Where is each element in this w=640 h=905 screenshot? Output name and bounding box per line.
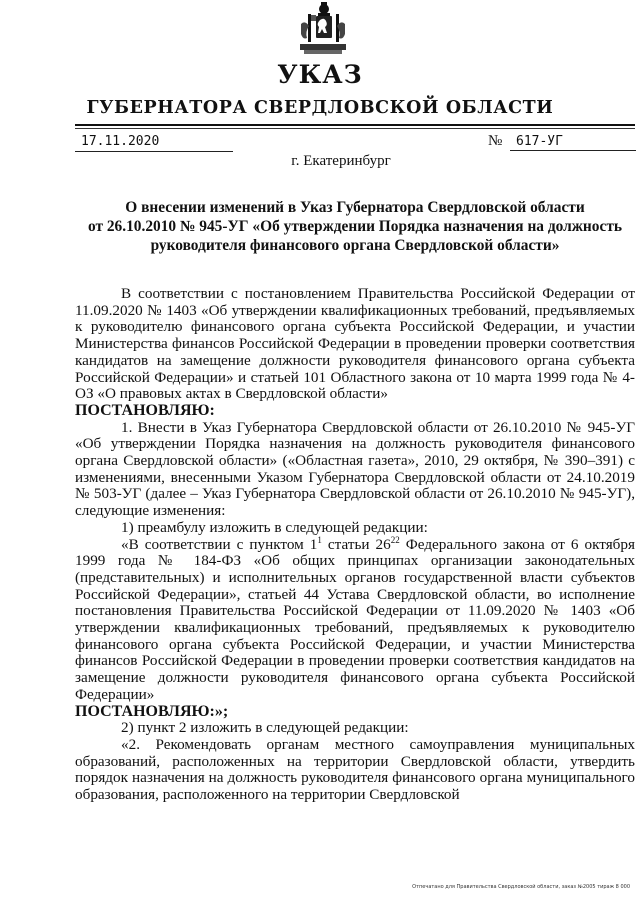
superscript-1: 1 bbox=[317, 534, 322, 545]
subitem-1-paragraph: 1) преамбулу изложить в следующей редакции: bbox=[121, 518, 428, 536]
quote1-part-c: Федерального закона от 6 октября 1999 года № 184-ФЗ «Об общих принципах организации законодательных (представительных) и исполнительных органов государственной власти субъектов Российской Федерации», статьей 44 Устава Свердловской области, во исполнение постановления Правительства Российской Федерации от 11.09.2020 № 1403 «Об утверждении квалификационных требований, предъявляемых к руководителю финансового органа субъекта Российской Федерации, и участии Министерства финансов Российской Федерации в проведении проверки соответствия кандидатов на замещение должности руководителя финансового органа субъекта Российской Федерации» bbox=[75, 535, 635, 703]
resolve-heading: ПОСТАНОВЛЯЮ: bbox=[75, 401, 215, 419]
decree-heading bbox=[75, 198, 635, 255]
heading-line-1: О внесении изменений в Указ Губернатора Свердловской области bbox=[125, 199, 585, 216]
subitem-2-paragraph: 2) пункт 2 изложить в следующей редакции: bbox=[121, 719, 409, 737]
preamble-paragraph: В соответствии с постановлением Правительства Российской Федерации от 11.09.2020 № 1403 «Об утверждении квалификационных требований, предъявляемых к руководителю финансового органа субъекта Российской Федерации, и участии Министерства финансов Российской Федерации в проведении проверки соответствия кандидатов на замещение должности руководителя финансового органа субъекта Российской Федерации» и статьей 101 Областного закона от 10 марта 1999 года № 4-ОЗ «О правовых актах в Свердловской области» bbox=[75, 285, 635, 403]
heading-line-2: от 26.10.2010 № 945-УГ «Об утверждении Порядка назначения на должность bbox=[87, 218, 623, 235]
quoted-resolve-heading: ПОСТАНОВЛЯЮ:»; bbox=[75, 702, 229, 720]
number-sign: № bbox=[488, 133, 503, 149]
issue-city: г. Екатеринбург bbox=[291, 153, 391, 169]
header-divider-thin bbox=[75, 128, 635, 129]
decree-date: 17.11.2020 bbox=[75, 134, 233, 152]
decree-body bbox=[75, 286, 635, 804]
heading-line-3: руководителя финансового органа Свердловской области» bbox=[150, 237, 560, 254]
quote1-part-a: «В соответствии с пунктом 1 bbox=[121, 535, 318, 553]
item-1-paragraph: 1. Внести в Указ Губернатора Свердловской области от 26.10.2010 № 945-УГ «Об утверждении Порядка назначения на должность руководителя финансового органа Свердловской области» («Областная газета», 2010, 29 октября, № 390–391) с изменениями, внесенными Указом Губернатора Свердловской области от 24.10.2019 № 503-УГ (далее – Указ Губернатора Свердловской области от 26.10.2010 № 945-УГ), следующие изменения: bbox=[75, 418, 635, 520]
decree-number: 617-УГ bbox=[510, 134, 636, 151]
issuer-subtitle: ГУБЕРНАТОРА СВЕРДЛОВСКОЙ ОБЛАСТИ bbox=[86, 98, 554, 118]
print-note: Отпечатано для Правительства Свердловской области, заказ №2005 тираж 8 000 bbox=[412, 884, 630, 890]
quoted-item-2-paragraph: «2. Рекомендовать органам местного самоуправления муниципальных образований, расположенных на территории Свердловской области, утвердить порядок назначения на должность руководителя финансового органа муниципального образования, расположенного на территории Свердловской bbox=[75, 735, 635, 804]
decree-number-block bbox=[488, 134, 638, 151]
document-type-title: УКАЗ bbox=[277, 60, 363, 89]
quoted-preamble-paragraph bbox=[75, 534, 635, 704]
header-divider bbox=[75, 124, 635, 126]
coat-of-arms-icon bbox=[296, 2, 350, 58]
superscript-22: 22 bbox=[390, 534, 400, 545]
quote1-part-b: статьи 26 bbox=[321, 535, 391, 553]
